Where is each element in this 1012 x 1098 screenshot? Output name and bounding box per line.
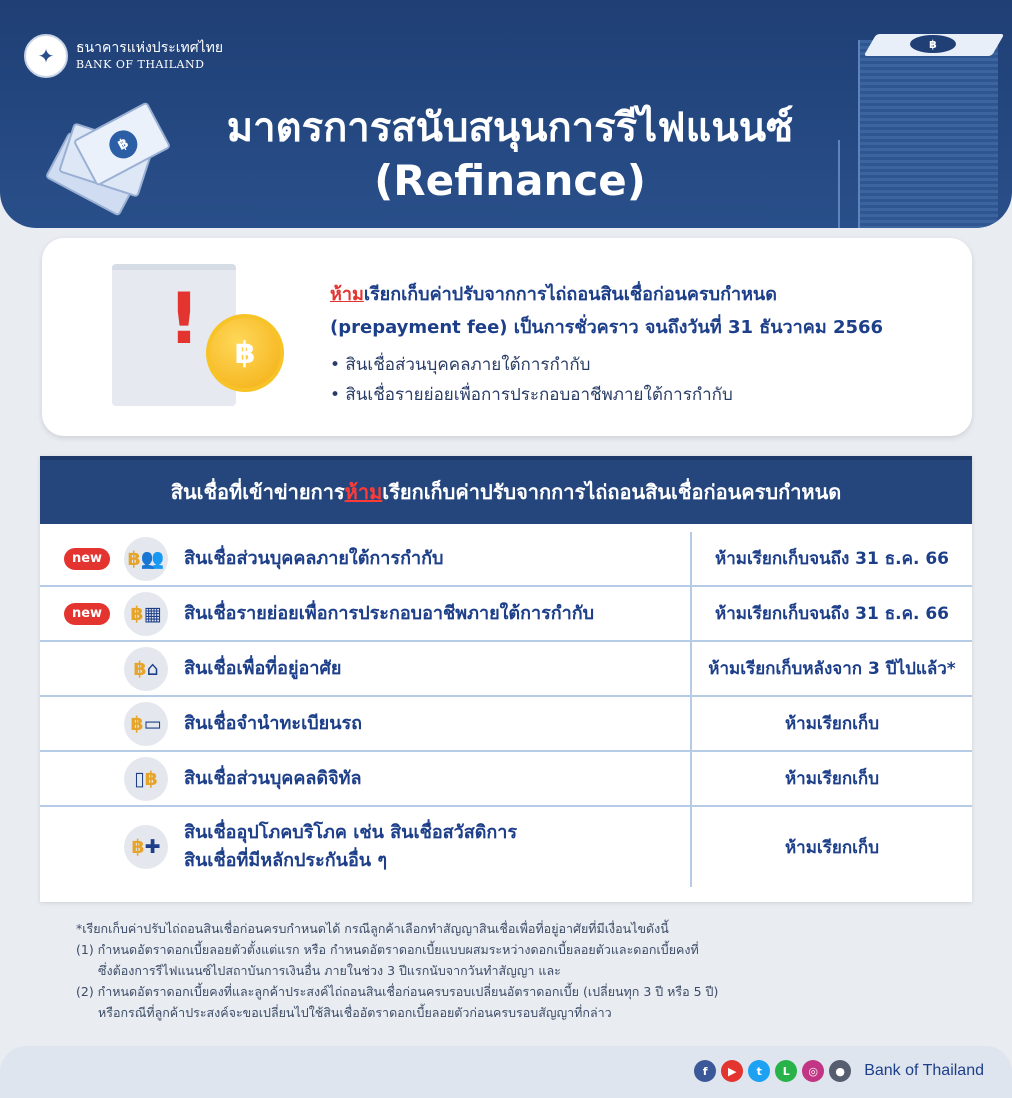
shop-coin-icon: ฿ ▦ — [124, 592, 168, 636]
info-bullets — [330, 350, 950, 410]
table-row — [40, 697, 972, 752]
footnote-line: (2) กำหนดอัตราดอกเบี้ยคงที่และลูกค้าประสงค์ไถ่ถอนสินเชื่อก่อนครบรอบเปลี่ยนอัตราดอกเบี้ย (เปลี่ยนทุก 3 ปี หรือ 5 ปี) — [76, 984, 719, 999]
info-headline-rest: เรียกเก็บค่าปรับจากการไถ่ถอนสินเชื่อก่อนครบกำหนด — [363, 284, 777, 305]
bot-icon[interactable]: ● — [829, 1060, 851, 1082]
social-links — [694, 1060, 984, 1082]
decor-line — [838, 140, 840, 228]
page-title: มาตรการสนับสนุนการรีไฟแนนซ์ — [226, 105, 794, 151]
bot-seal-icon: ✦ — [24, 34, 68, 78]
stack-coin-icon: ฿ — [910, 35, 956, 53]
row-value: ห้ามเรียกเก็บ — [690, 807, 972, 887]
row-value: ห้ามเรียกเก็บหลังจาก 3 ปีไปแล้ว* — [690, 642, 972, 695]
footnote — [76, 918, 976, 1023]
row-label — [184, 819, 517, 875]
info-headline — [330, 278, 950, 311]
footer — [0, 1046, 1012, 1098]
row-value: ห้ามเรียกเก็บจนถึง 31 ธ.ค. 66 — [690, 532, 972, 585]
line-icon[interactable]: L — [775, 1060, 797, 1082]
footnote-line: หรือกรณีที่ลูกค้าประสงค์จะขอเปลี่ยนไปใช้สินเชื่ออัตราดอกเบี้ยลอยตัวก่อนครบรอบสัญญาที่กล่าว — [98, 1005, 612, 1020]
info-bullet: • สินเชื่อรายย่อยเพื่อการประกอบอาชีพภายใต้การกำกับ — [330, 385, 733, 405]
house-coin-icon: ฿ ⌂ — [124, 647, 168, 691]
phone-coin-icon: ▯ ฿ — [124, 757, 168, 801]
baht-coin-icon: ฿ — [206, 314, 284, 392]
table-row — [40, 642, 972, 697]
banknotes-icon: ฿ — [50, 100, 180, 210]
bot-logo — [24, 34, 223, 78]
footnote-line: (1) กำหนดอัตราดอกเบี้ยลอยตัวตั้งแต่แรก หรือ กำหนดอัตราดอกเบี้ยแบบผสมระหว่างดอกเบี้ยลอยตัวและดอกเบี้ยคงที่ — [76, 942, 699, 957]
info-prohibit-word: ห้าม — [330, 284, 364, 305]
footer-brand: Bank of Thailand — [864, 1062, 984, 1079]
table-row — [40, 587, 972, 642]
table-header-prohibit: ห้าม — [344, 480, 383, 504]
row-value: ห้ามเรียกเก็บ — [690, 752, 972, 805]
row-label: สินเชื่อจำนำทะเบียนรถ — [184, 712, 363, 734]
people-coin-icon: ฿ 👥 — [124, 537, 168, 581]
consumer-coin-icon: ฿ ✚ — [124, 825, 168, 869]
money-stack-icon — [858, 40, 998, 228]
table-row — [40, 807, 972, 887]
row-label: สินเชื่อเพื่อที่อยู่อาศัย — [184, 657, 342, 679]
new-badge: new — [64, 603, 110, 625]
org-name-th: ธนาคารแห่งประเทศไทย — [76, 40, 224, 57]
facebook-icon[interactable]: f — [694, 1060, 716, 1082]
row-value: ห้ามเรียกเก็บจนถึง 31 ธ.ค. 66 — [690, 587, 972, 640]
plate-coin-icon: ฿ ▭ — [124, 702, 168, 746]
table-row — [40, 532, 972, 587]
table-header-post: เรียกเก็บค่าปรับจากการไถ่ถอนสินเชื่อก่อนครบกำหนด — [382, 480, 842, 504]
warning-icon: ! — [168, 278, 200, 360]
row-value: ห้ามเรียกเก็บ — [690, 697, 972, 750]
row-label-line1: สินเชื่ออุปโภคบริโภค เช่น สินเชื่อสวัสดิการ — [184, 822, 518, 843]
row-label: สินเชื่อส่วนบุคคลภายใต้การกำกับ — [184, 547, 444, 569]
table-header — [40, 456, 972, 524]
row-label-line2: สินเชื่อที่มีหลักประกันอื่น ๆ — [184, 850, 388, 871]
footnote-line: ซึ่งต้องการรีไฟแนนซ์ไปสถาบันการเงินอื่น ภายในช่วง 3 ปีแรกนับจากวันทำสัญญา และ — [98, 963, 561, 978]
loan-table — [40, 456, 972, 902]
row-label: สินเชื่อส่วนบุคคลดิจิทัล — [184, 767, 362, 789]
new-badge: new — [64, 548, 110, 570]
org-name-en: BANK OF THAILAND — [76, 57, 205, 71]
page-subtitle: (Refinance) — [374, 156, 646, 205]
instagram-icon[interactable]: ◎ — [802, 1060, 824, 1082]
info-card — [42, 238, 972, 436]
info-subline: (prepayment fee) เป็นการชั่วคราว จนถึงวันที่ 31 ธันวาคม 2566 — [330, 317, 884, 338]
twitter-icon[interactable]: t — [748, 1060, 770, 1082]
row-label: สินเชื่อรายย่อยเพื่อการประกอบอาชีพภายใต้การกำกับ — [184, 602, 595, 624]
table-row — [40, 752, 972, 807]
table-rows — [40, 532, 972, 887]
info-text — [330, 278, 950, 410]
table-header-pre: สินเชื่อที่เข้าข่ายการ — [170, 480, 345, 504]
footnote-line: *เรียกเก็บค่าปรับไถ่ถอนสินเชื่อก่อนครบกำหนดได้ กรณีลูกค้าเลือกทำสัญญาสินเชื่อเพื่อที่อยู่อาศัยที่มีเงื่อนไขดังนี้ — [76, 921, 669, 936]
youtube-icon[interactable]: ▶ — [721, 1060, 743, 1082]
info-bullet: • สินเชื่อส่วนบุคคลภายใต้การกำกับ — [330, 355, 591, 375]
header-banner — [0, 0, 1012, 228]
logo-text — [76, 40, 223, 71]
